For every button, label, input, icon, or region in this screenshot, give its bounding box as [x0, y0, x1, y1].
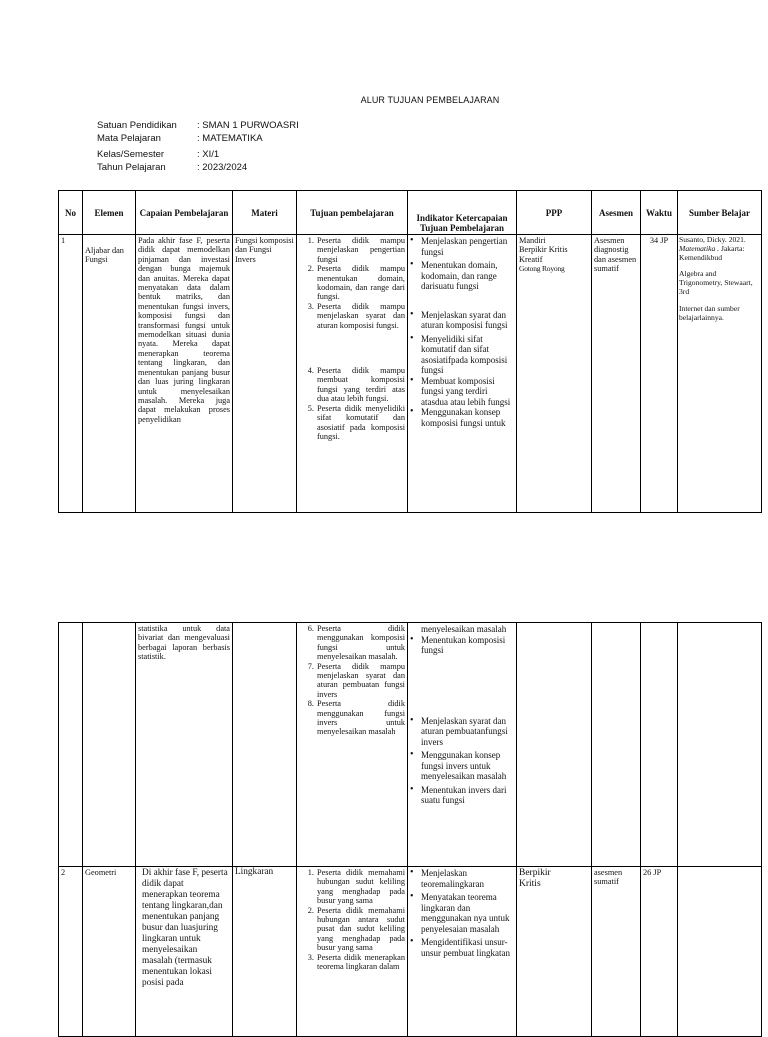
sumber-book-title: Matematika .: [679, 243, 720, 253]
ppp-item: Berpikir: [519, 868, 551, 878]
capaian-cell: [136, 867, 233, 1037]
list-item: • Menyatakan teorema lingkaran dan menggunakan nya untuk penyelesaian masalah: [421, 892, 514, 934]
indikator-list: [410, 868, 514, 958]
tujuan-list: [299, 624, 405, 737]
col-header-materi: Materi: [233, 191, 297, 235]
elemen-cell: [83, 235, 136, 513]
capaian-cell: [136, 235, 233, 513]
sumber-cell: [678, 235, 762, 513]
ppp-item: Kreatif: [519, 254, 543, 264]
document-title: ALUR TUJUAN PEMBELAJARAN: [360, 95, 500, 105]
sumber-item: Internet dan sumber belajarlainnya.: [679, 303, 740, 322]
list-item: • Menjelaskan teoremalingkaran: [421, 868, 514, 889]
capaian-text: Pada akhir fase F, peserta didik dapat memodelkan pinjaman dan investasi dengan bunga majemuk dan anuitas. Mereka dapat menyatakan data dalam bentuk matriks, dan menentukan fungsi invers, komposisi fungsi dan transformasi fungsi untuk memodelkan situasi dunia nyata. Mereka dapat menerapkan teorema tentang lingkaran, dan menentukan panjang busur dan luas juring lingkaran untuk menyelesaikan masalah. Mereka juga dapat melakukan proses penyelidikan: [138, 236, 230, 424]
list-item: 3. Peserta didik menerapkan teorema lingkaran dalam: [316, 953, 405, 972]
col-header-indikator: Indikator Ketercapaian Tujuan Pembelajaran: [408, 191, 517, 235]
meta-value: : XI/1: [197, 149, 220, 160]
list-item: 7. Peserta didik mampu menjelaskan syarat dan aturan pembuatan fungsi invers: [316, 662, 405, 700]
waktu-cell: 34 JP: [641, 235, 678, 513]
list-item: 4. Peserta didik mampu membuat komposisi fungsi yang terdiri atas dua atau lebih fungsi.: [316, 366, 405, 404]
document-meta: [97, 120, 299, 174]
table-row: [59, 867, 762, 1037]
list-item: • Menggunakan konsep komposisi fungsi untuk: [421, 407, 514, 428]
col-header-waktu: Waktu: [641, 191, 678, 235]
materi-cell: Lingkaran: [233, 867, 297, 1037]
ppp-item: [519, 245, 589, 254]
tujuan-list: [299, 236, 405, 441]
meta-key: Satuan Pendidikan: [97, 120, 177, 131]
col-header-ppp: PPP: [517, 191, 592, 235]
row-number: 2: [59, 867, 83, 1037]
meta-key: Tahun Pelajaran: [97, 161, 166, 173]
table-row: [59, 623, 762, 867]
col-header-no: No: [59, 191, 83, 235]
tujuan-cell: [297, 623, 408, 867]
capaian-text: Di akhir fase F, peserta didik dapat menerapkan teorema tentang lingkaran,dan menentukan panjang busur dan luasjuring lingkaran untuk menyelesaikan masalah (termasuk menentukan lokasi posisi pada: [142, 868, 228, 988]
list-item: • Membuat komposisi fungsi yang terdiri atasdua atau lebih fungsi: [421, 376, 514, 408]
list-item: • Menggunakan konsep fungsi invers untuk menyelesaikan masalah: [421, 750, 514, 782]
list-item: 1. Peserta didik mampu menjelaskan pengertian fungsi: [316, 236, 405, 264]
list-item: • Menentukan domain, kodomain, dan range darisuatu fungsi: [421, 260, 514, 292]
indikator-cell: [408, 867, 517, 1037]
elemen-text: Aljabar dan Fungsi: [85, 246, 124, 265]
list-item: 5. Peserta didik menyelidiki sifat komutatif dan asosiatif pada komposisi fungsi.: [316, 404, 405, 442]
learning-flow-table-continued: [58, 622, 762, 1037]
asesmen-cell: Asesmen diagnostig dan asesmen sumatif: [592, 235, 641, 513]
list-item: 8. Peserta didik menggunakan fungsi invers untuk menyelesaikan masalah: [316, 699, 405, 737]
table-row: [59, 235, 762, 513]
list-item: • Menjelaskan pengertian fungsi: [421, 236, 514, 257]
list-item: 6. Peserta didik menggunakan komposisi fungsi untuk menyelesaikan masalah.: [316, 624, 405, 662]
meta-row-kelas: [97, 149, 299, 162]
meta-value: : MATEMATIKA: [197, 132, 263, 144]
indikator-list: [410, 635, 514, 806]
sumber-publisher: Jakarta: Kemendikbud: [679, 243, 745, 262]
table-header-row: [59, 191, 762, 235]
row-number: 1: [59, 235, 83, 513]
ppp-cell: [517, 867, 592, 1037]
list-item: 2. Peserta didik memahami hubungan antara sudut pusat dan sudut keliling yang menghadap pada busur yang sama: [316, 906, 405, 953]
meta-row-satuan: [97, 120, 299, 133]
ppp-item-text: Berpikir Kritis: [519, 245, 568, 255]
meta-row-tahun: [97, 162, 299, 175]
capaian-cell: statistika untuk data bivariat dan mengevaluasi berbagai laporan berbasis statistik.: [136, 623, 233, 867]
tujuan-cell: [297, 235, 408, 513]
list-item: 3. Peserta didik mampu menjelaskan syarat dan aturan komposisi fungsi.: [316, 302, 405, 330]
list-item: • Menentukan invers dari suatu fungsi: [421, 785, 514, 806]
list-item: • Mengidentifikasi unsur- unsur pembuat lingkatan: [421, 937, 514, 958]
col-header-tujuan: Tujuan pembelajaran: [297, 191, 408, 235]
list-item: • Menjelaskan syarat dan aturan komposisi fungsi: [421, 310, 514, 331]
sumber-item: [679, 236, 759, 262]
ppp-cell: [517, 235, 592, 513]
indikator-cell: [408, 623, 517, 867]
waktu-cell: 26 JP: [641, 867, 678, 1037]
col-header-capaian: Capaian Pembelajaran: [136, 191, 233, 235]
col-header-sumber: Sumber Belajar: [678, 191, 762, 235]
list-item: 2. Peserta didik mampu menentukan domain, kodomain, dan range dari fungsi.: [316, 264, 405, 302]
tujuan-cell: [297, 867, 408, 1037]
sumber-author: Susanto, Dicky. 2021.: [679, 235, 746, 244]
indikator-continuation: menyelesaikan masalah: [421, 624, 507, 634]
list-item: • Menyelidiki sifat komutatif dan sifat asosiatifpada komposisi fungsi: [421, 334, 514, 376]
col-header-asesmen: Asesmen: [592, 191, 641, 235]
learning-flow-table: [58, 190, 762, 513]
materi-cell: Fungsi komposisi dan Fungsi Invers: [233, 235, 297, 513]
elemen-cell: Geometri: [83, 867, 136, 1037]
sumber-item: Algebra and Trigonometry, Stewaart, 3rd: [679, 269, 753, 296]
meta-value: : 2023/2024: [197, 161, 248, 173]
indikator-cell: [408, 235, 517, 513]
list-item: • Menjelaskan syarat dan aturan pembuatanfungsi invers: [421, 716, 514, 748]
meta-row-mapel: [97, 133, 299, 146]
meta-value: : SMAN 1 PURWOASRI: [197, 120, 299, 131]
col-header-elemen: Elemen: [83, 191, 136, 235]
meta-key: Kelas/Semester: [97, 149, 165, 160]
asesmen-cell: asesmen sumatif: [592, 867, 641, 1037]
ppp-item: Kritis: [519, 879, 541, 889]
meta-key: Mata Pelajaran: [97, 132, 161, 144]
tujuan-list: [299, 868, 405, 971]
ppp-item: Mandiri: [519, 236, 546, 245]
list-item: • Menentukan komposisi fungsi: [421, 635, 514, 656]
indikator-list: [410, 236, 514, 428]
ppp-item: Gotong Royong: [519, 264, 565, 274]
list-item: 1. Peserta didik memahami hubungan sudut keliling yang menghadap pada busur yang sama: [316, 868, 405, 906]
